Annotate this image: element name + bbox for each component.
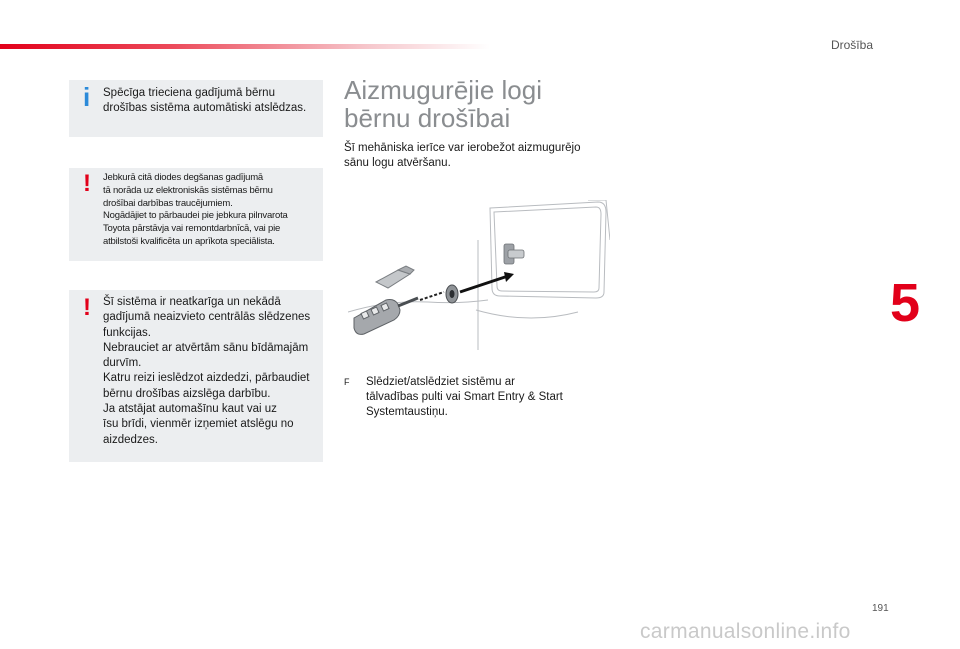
warning-text-system: Šī sistēma ir neatkarīga un nekādā gadījumā neaizvieto centrālās slēdzenes funkcijas. Nebrauciet ar atvērtām sānu bīdāmajām durvīm. Katru reizi ieslēdzot aizdedzi, pārbaudiet bērnu drošības aizslēga darbību. Ja atstājat automašīnu kaut vai uz īsu brīdi, vienmēr izņemiet atslēgu no aizdedzes. bbox=[103, 296, 311, 446]
warning-box-diode bbox=[69, 168, 323, 261]
warning-text-diode: Jebkurā citā diodes degšanas gadījumā tā norāda uz elektroniskās sistēmas bērnu drošībai darbības traucējumiem. Nogādājiet to pārbaudei pie jebkura pilnvarota Toyota pārstāvja vai remontdarbnīcā, vai pie atbilstoši kvalificēta un aprīkota speciālista. bbox=[103, 172, 288, 247]
info-box bbox=[69, 80, 323, 137]
intro-text: Šī mehāniska ierīce var ierobežot aizmugurējo sānu logu atvēršanu. bbox=[344, 142, 581, 169]
watermark: carmanualsonline.info bbox=[640, 620, 851, 643]
warning-icon: ! bbox=[83, 294, 91, 321]
warning-icon: ! bbox=[83, 170, 91, 197]
info-icon: i bbox=[83, 82, 91, 112]
page-number: 191 bbox=[872, 603, 889, 614]
page-heading: Aizmugurējie logi bērnu drošībai bbox=[344, 75, 542, 133]
bullet-marker: F bbox=[344, 377, 350, 387]
header-accent-bar bbox=[0, 44, 490, 49]
chapter-number: 5 bbox=[890, 273, 921, 333]
child-lock-illustration bbox=[348, 200, 610, 350]
instruction-text: Slēdziet/atslēdziet sistēmu ar tālvadības pulti vai Smart Entry & Start Systemtaustiņu. bbox=[366, 376, 563, 418]
section-title: Drošība bbox=[830, 38, 873, 52]
info-text: Spēcīga trieciena gadījumā bērnu drošības sistēma automātiski atslēdzas. bbox=[103, 87, 307, 114]
warning-box-system bbox=[69, 290, 323, 462]
